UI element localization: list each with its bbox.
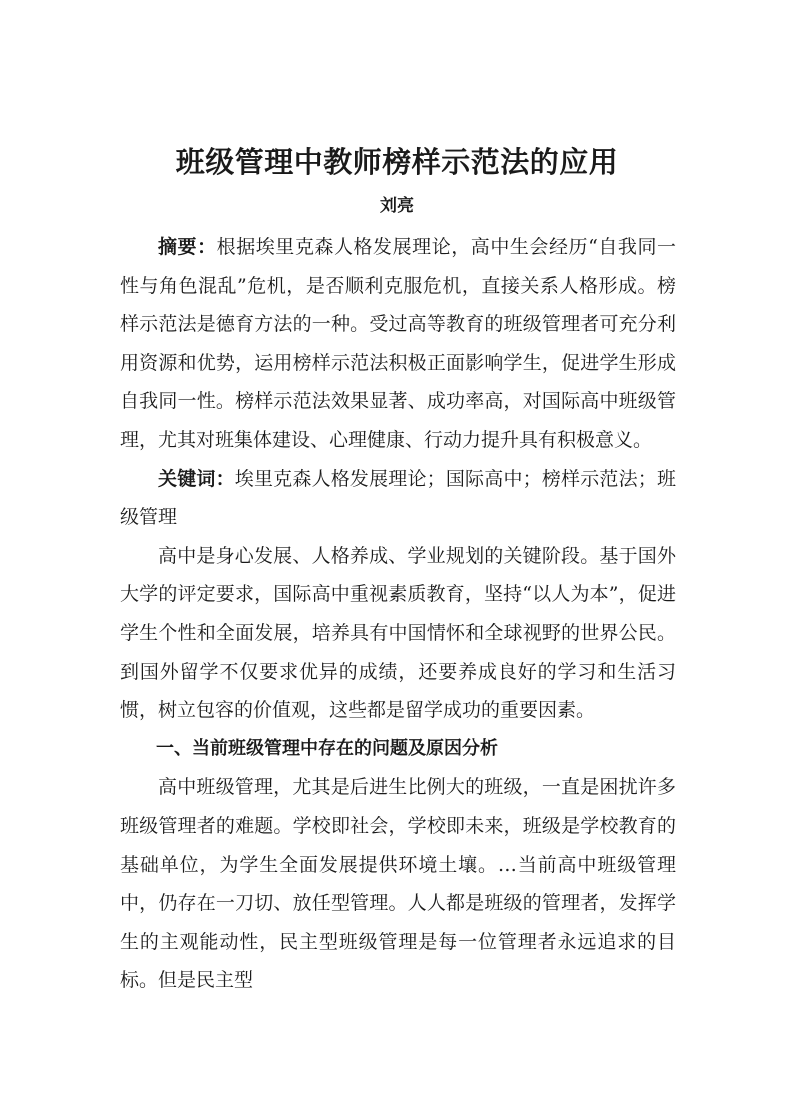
keywords-text: 埃里克森人格发展理论；国际高中；榜样示范法；班级管理 [120, 467, 676, 529]
keywords-paragraph [120, 460, 676, 537]
intro-paragraph: 高中是身心发展、人格养成、学业规划的关键阶段。基于国外大学的评定要求，国际高中重视素质教育，坚持“以人为本”，促进学生个性和全面发展，培养具有中国情怀和全球视野的世界公民。到国外留学不仅要求优异的成绩，还要养成良好的学习和生活习惯，树立包容的价值观，这些都是留学成功的重要因素。 [120, 544, 676, 722]
abstract-label: 摘要： [158, 236, 217, 258]
abstract-paragraph [120, 228, 676, 460]
keywords-label: 关键词： [158, 467, 235, 490]
document-title: 班级管理中教师榜样示范法的应用 [175, 145, 619, 179]
abstract-text: 根据埃里克森人格发展理论，高中生会经历“自我同一性与角色混乱”危机，是否顺利克服危机，直接关系人格形成。榜样示范法是德育方法的一种。受过高等教育的班级管理者可充分利用资源和优势，运用榜样示范法积极正面影响学生，促进学生形成自我同一性。榜样示范法效果显著、成功率高，对国际高中班级管理，尤其对班集体建设、心理健康、行动力提升具有积极意义。 [120, 236, 676, 451]
section-paragraph: 高中班级管理，尤其是后进生比例大的班级，一直是困扰许多班级管理者的难题。学校即社会，学校即未来，班级是学校教育的基础单位，为学生全面发展提供环境土壤。…当前高中班级管理中，仍存在一刀切、放任型管理。人人都是班级的管理者，发挥学生的主观能动性，民主型班级管理是每一位管理者永远追求的目标。但是民主型 [120, 776, 676, 992]
author-name: 刘亮 [380, 196, 414, 216]
section-heading: 一、当前班级管理中存在的问题及原因分析 [156, 737, 498, 759]
document-body [120, 228, 676, 1000]
